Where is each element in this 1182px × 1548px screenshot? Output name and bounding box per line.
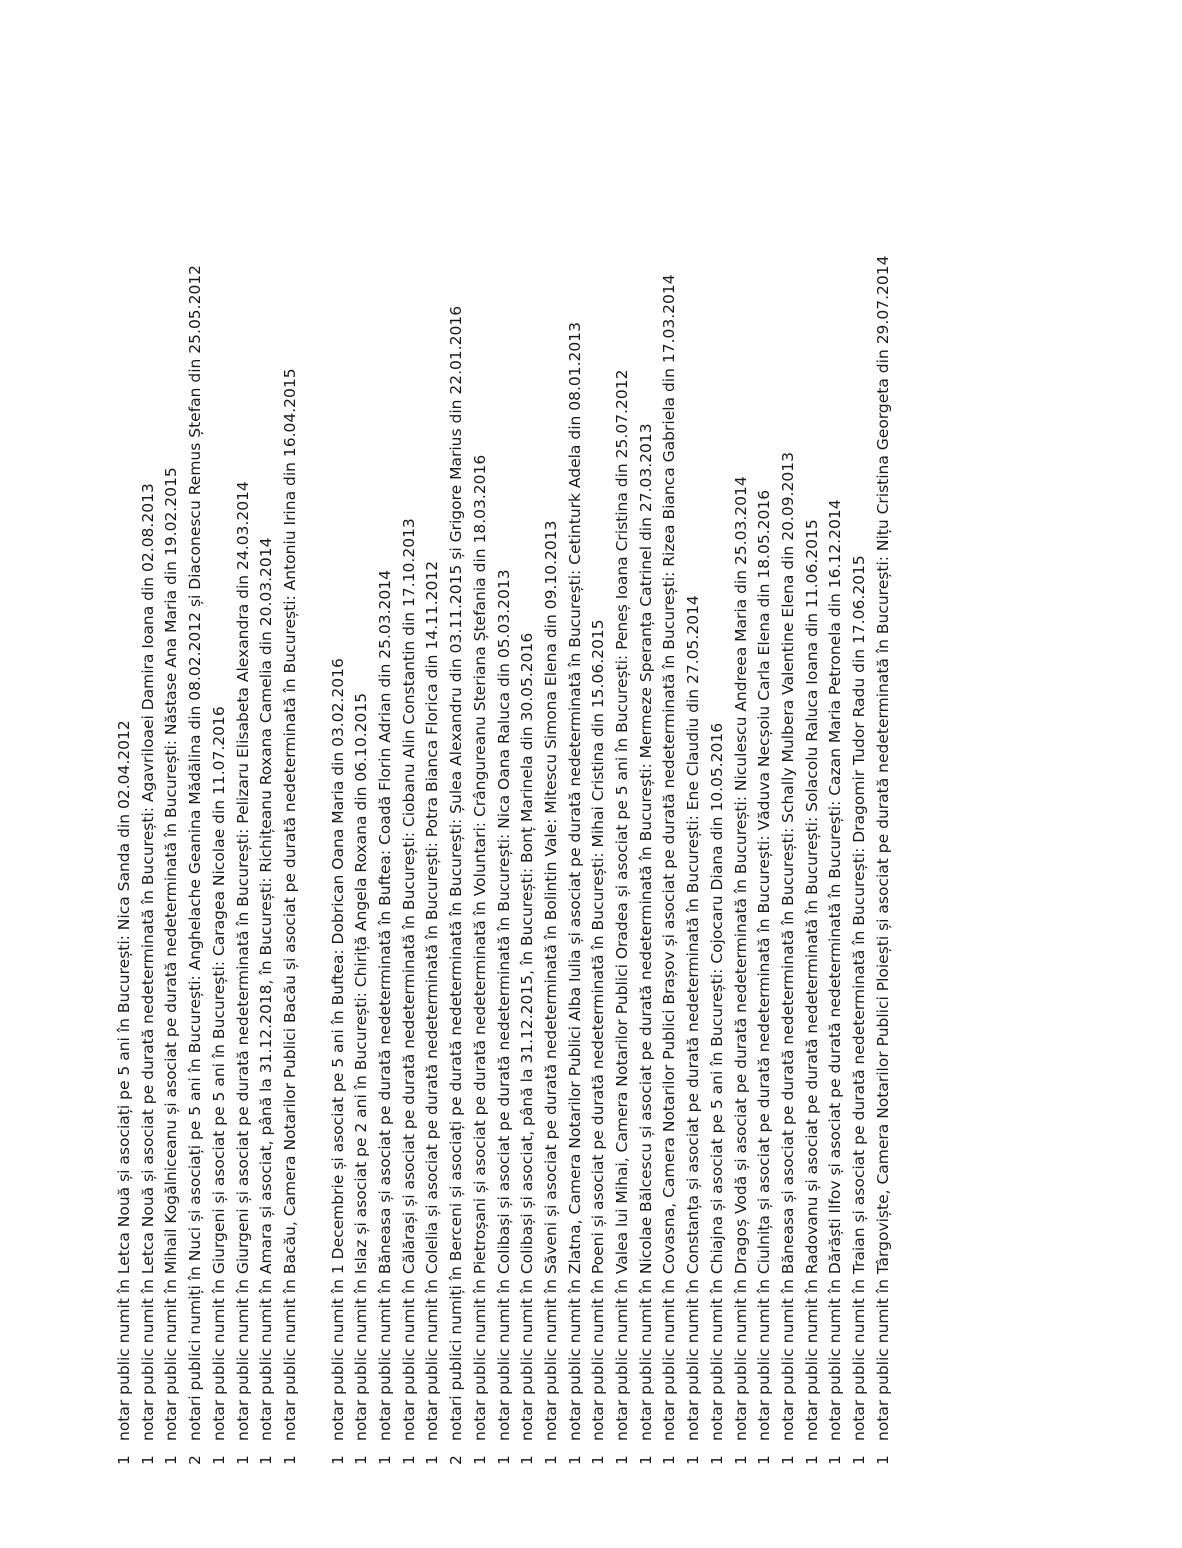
entry-count: 1	[826, 1455, 845, 1465]
list-item	[801, 145, 825, 1465]
entry-count: 1	[707, 1455, 726, 1465]
list-item	[350, 145, 374, 1465]
entry-text: notar public numit în Pietroșani și asociat pe durată nedeterminată în Voluntari: Crângureanu Steriana Ștefania din 18.03.2016	[470, 454, 489, 1441]
entry-text: notar public numit în Traian și asociat pe durată nedeterminată în București: Dragomir Tudor Radu din 17.06.2015	[850, 555, 869, 1441]
list-item	[682, 145, 706, 1465]
entry-text: notar public numit în Colelia și asociat pe durată nedeterminată în București: Potra Bianca Florica din 14.11.2012	[423, 560, 442, 1441]
entry-text: notar public numit în Dragoș Vodă și asociat pe durată nedeterminată în București: Niculescu Andreea Maria din 25.03.2014	[731, 476, 750, 1441]
entry-text: notar public numit în Nicolae Bălcescu și asociat pe durată nedeterminată în București: Mermeze Speranța Catrinel din 27.03.2013	[636, 423, 655, 1441]
entry-text: notar public numit în Constanța și asociat pe durată nedeterminată în București: Ene Claudiu din 27.05.2014	[684, 595, 703, 1441]
list-item	[279, 145, 303, 1465]
entry-text: notar public numit în Băneasa și asociat pe durată nedeterminată în București: Schally Mulbera Valentine Elena din 20.09.2013	[778, 452, 797, 1441]
entry-count: 1	[115, 1455, 133, 1465]
entry-count: 1	[518, 1455, 537, 1465]
list-item	[872, 145, 896, 1465]
list-item	[113, 145, 137, 1465]
list-item	[469, 145, 493, 1465]
entry-text: notar public numit în Dărăști Ilfov și asociat pe durată nedeterminată în București: Cazan Maria Petronela din 16.12.2014	[826, 499, 845, 1441]
entry-count: 1	[755, 1455, 774, 1465]
entry-text: notar public numit în Valea lui Mihai, Camera Notarilor Publici Oradea și asociat pe 5 ani în București: Peneș Ioana Cristina din 25.07.2012	[613, 369, 632, 1441]
entry-text: notar public numit în Călărași și asociat pe durată nedeterminată în București: Ciobanu Alin Constantin din 17.10.2013	[399, 518, 418, 1441]
entry-text: notar public numit în Colibași și asociat, până la 31.12.2015, în București: Bonț Marinela din 30.05.2016	[518, 632, 537, 1441]
entry-count: 1	[494, 1455, 513, 1465]
list-item	[160, 145, 184, 1465]
list-item	[232, 145, 256, 1465]
entry-count: 2	[447, 1455, 466, 1465]
entry-text: notar public numit în Zlatna, Camera Notarilor Publici Alba Iulia și asociat pe durată nedeterminată în București: Cetinturk Adela din 08.01.2013	[565, 322, 584, 1441]
entry-count: 1	[778, 1455, 797, 1465]
list-item	[137, 145, 161, 1465]
list-item	[208, 145, 232, 1465]
entry-text: notar public numit în Poeni și asociat pe durată nedeterminată în București: Mihai Cristina din 15.06.2015	[589, 619, 608, 1441]
list-item	[184, 145, 208, 1465]
entry-text: notar public numit în Bacău, Camera Notarilor Publici Bacău și asociat pe durată nedeterminată în București: Antoniu Irina din 16.04.2015	[280, 368, 299, 1441]
entry-count: 1	[565, 1455, 584, 1465]
entry-count: 1	[636, 1455, 655, 1465]
entry-text: notar public numit în Băneasa și asociat pe durată nedeterminată în Buftea: Coadă Florin Adrian din 25.03.2014	[376, 570, 395, 1441]
notary-list	[113, 145, 896, 1465]
list-item	[753, 145, 777, 1465]
list-item	[398, 145, 422, 1465]
entry-text: notar public numit în Giurgeni și asociat pe 5 ani în București: Caragea Nicolae din 11.07.2016	[209, 706, 228, 1441]
entry-count: 1	[802, 1455, 821, 1465]
entry-count: 1	[423, 1455, 442, 1465]
list-item	[493, 145, 517, 1465]
entry-count: 2	[186, 1455, 205, 1465]
list-item	[327, 145, 351, 1465]
entry-text: notar public numit în Ciulnița și asociat pe durată nedeterminată în București: Văduva Necșoiu Carla Elena din 18.05.2016	[755, 489, 774, 1441]
list-item	[255, 145, 279, 1465]
entry-text: notar public numit în Târgoviște, Camera Notarilor Publici Ploiești și asociat pe durată nedeterminată în București: Nițu Cristina Georgeta din 29.07.2014	[873, 255, 892, 1441]
list-item	[706, 145, 730, 1465]
entry-text: notar public numit în 1 Decembrie și asociat pe 5 ani în Buftea: Dobrican Oana Maria din 03.02.2016	[328, 658, 347, 1441]
entry-text: notar public numit în Săveni și asociat pe durată nedeterminată în Bolintin Vale: Mitescu Simona Elena din 09.10.2013	[541, 520, 560, 1441]
entry-count: 1	[209, 1455, 228, 1465]
entry-count: 1	[162, 1455, 181, 1465]
entry-text: notar public numit în Islaz și asociat pe 2 ani în București: Chiriță Angela Roxana din 06.10.2015	[352, 692, 371, 1441]
entry-text: notari publici numiți în Berceni și asociați pe durată nedeterminată în București: Șulea Alexandru din 03.11.2015 și Grigore Marius din 22.01.2016	[447, 305, 466, 1441]
entry-text: notar public numit în Mihail Kogălniceanu și asociat pe durată nedeterminată în București: Năstase Ana Maria din 19.02.2015	[162, 467, 181, 1441]
entry-count: 1	[328, 1455, 347, 1465]
entry-text: notar public numit în Covasna, Camera Notarilor Publici Brașov și asociat pe durată nedeterminată în București: Rizea Bianca Gabriela din 17.03.2014	[660, 274, 679, 1441]
entry-count: 1	[684, 1455, 703, 1465]
list-item	[824, 145, 848, 1465]
entry-text: notari publici numiți în Nuci și asociați pe 5 ani în București: Anghelache Geanina Mădălina din 08.02.2012 și Diaconescu Remus Ștefan din 25.05.2012	[186, 264, 205, 1441]
list-item	[611, 145, 635, 1465]
entry-count: 1	[613, 1455, 632, 1465]
entry-count: 1	[376, 1455, 395, 1465]
entry-count: 1	[541, 1455, 560, 1465]
list-item	[658, 145, 682, 1465]
list-item	[564, 145, 588, 1465]
entry-count: 1	[257, 1455, 276, 1465]
entry-text: notar public numit în Radovanu și asociat pe durată nedeterminată în București: Solacolu Raluca Ioana din 11.06.2015	[802, 519, 821, 1441]
list-item	[540, 145, 564, 1465]
list-item	[848, 145, 872, 1465]
entry-count: 1	[138, 1455, 157, 1465]
entry-count: 1	[731, 1455, 750, 1465]
entry-count: 1	[352, 1455, 371, 1465]
entry-text: notar public numit în Giurgeni și asociat pe durată nedeterminată în București: Pelizaru Elisabeta Alexandra din 24.03.2014	[233, 481, 252, 1441]
list-item	[445, 145, 469, 1465]
entry-text: notar public numit în Amara și asociat, până la 31.12.2018, în București: Richițeanu Roxana Camelia din 20.03.2014	[257, 537, 276, 1441]
entry-text: notar public numit în Chiajna și asociat pe 5 ani în București: Cojocaru Diana din 10.05.2016	[707, 722, 726, 1441]
entry-count: 1	[850, 1455, 869, 1465]
entry-text: notar public numit în Letca Nouă și asociat pe durată nedeterminată în București: Agavriloaei Damira Ioana din 02.08.2013	[138, 483, 157, 1441]
list-item	[777, 145, 801, 1465]
list-item	[516, 145, 540, 1465]
entry-count: 1	[470, 1455, 489, 1465]
list-item	[587, 145, 611, 1465]
list-item	[635, 145, 659, 1465]
list-item	[421, 145, 445, 1465]
entry-count: 1	[280, 1455, 299, 1465]
entry-count: 1	[233, 1455, 252, 1465]
entry-text: notar public numit în Letca Nouă și asociați pe 5 ani în București: Nica Sanda din 02.04.2012	[115, 720, 133, 1441]
entry-count: 1	[873, 1455, 892, 1465]
entry-text: notar public numit în Colibași și asociat pe durată nedeterminată în București: Nica Oana Raluca din 05.03.2013	[494, 569, 513, 1441]
list-item	[730, 145, 754, 1465]
entry-count: 1	[399, 1455, 418, 1465]
list-item	[374, 145, 398, 1465]
entry-count: 1	[660, 1455, 679, 1465]
group-spacer	[303, 145, 327, 1465]
entry-count: 1	[589, 1455, 608, 1465]
